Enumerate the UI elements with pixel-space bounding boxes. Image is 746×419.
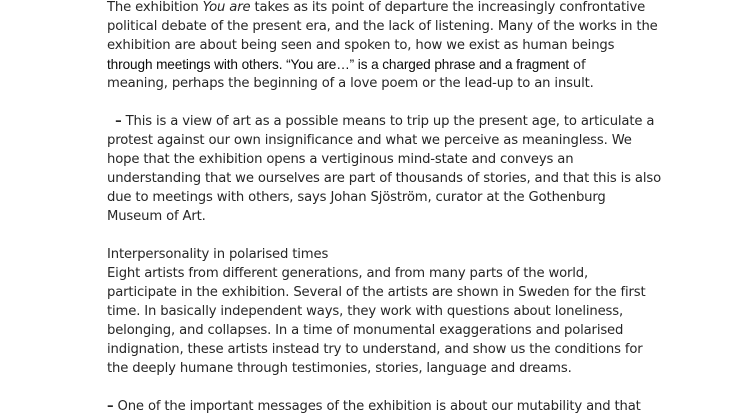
text-line: Museum of Art. [107,209,206,224]
text-segment: takes as its point of departure the increasingly confrontative [250,0,646,15]
second-quote [107,397,647,416]
text-line [107,397,647,416]
text-line: belonging, and collapses. In a time of monumental exaggerations and polarised [107,323,624,338]
text-line [107,0,647,17]
text-segment: The exhibition [107,0,203,15]
intro-paragraph [107,0,658,93]
text-line: due to meetings with others, says Johan Sjöström, curator at the Gothenburg [107,190,606,205]
text-line: meaning, perhaps the beginning of a love poem or the lead-up to an insult. [107,76,594,91]
text-line [107,55,647,74]
paragraph-spacer [107,378,647,397]
exhibition-title: You are [202,0,251,15]
text-line: the deeply humane through testimonies, stories, language and dreams. [107,361,572,376]
quote-dash: – [115,114,122,129]
paragraph-spacer [107,226,647,245]
quote-dash: – [107,399,114,414]
text-line: protest against our own insignificance and what we perceive as meaningless. We [107,133,632,148]
text-line [107,112,655,131]
document-body [107,0,662,416]
text-segment: through meetings with others. “You are…” is a charged phrase and a fragment [107,57,570,72]
text-line: Eight artists from different generations, and from many parts of the world, [107,266,589,281]
text-segment: One of the important messages of the exhibition is about our mutability and that [113,399,641,414]
text-line: time. In basically independent ways, they work with questions about loneliness, [107,304,624,319]
text-segment: of [569,58,586,73]
text-line: hope that the exhibition opens a vertiginous mind-state and conveys an [107,152,574,167]
curator-quote [107,112,662,226]
text-line: exhibition are about being seen and spoken to, how we exist as human beings [107,38,615,53]
section-heading: Interpersonality in polarised times [107,247,329,262]
text-line: political debate of the present era, and the lack of listening. Many of the works in the [107,19,658,34]
text-line: understanding that we ourselves are part of thousands of stories, and that this is also [107,171,662,186]
text-segment: This is a view of art as a possible means to trip up the present age, to articulate a [121,114,655,129]
text-line: participate in the exhibition. Several of the artists are shown in Sweden for the first [107,285,646,300]
paragraph-spacer [107,93,647,112]
text-line: indignation, these artists instead try to understand, and show us the conditions for [107,342,643,357]
section-paragraph [107,245,647,378]
